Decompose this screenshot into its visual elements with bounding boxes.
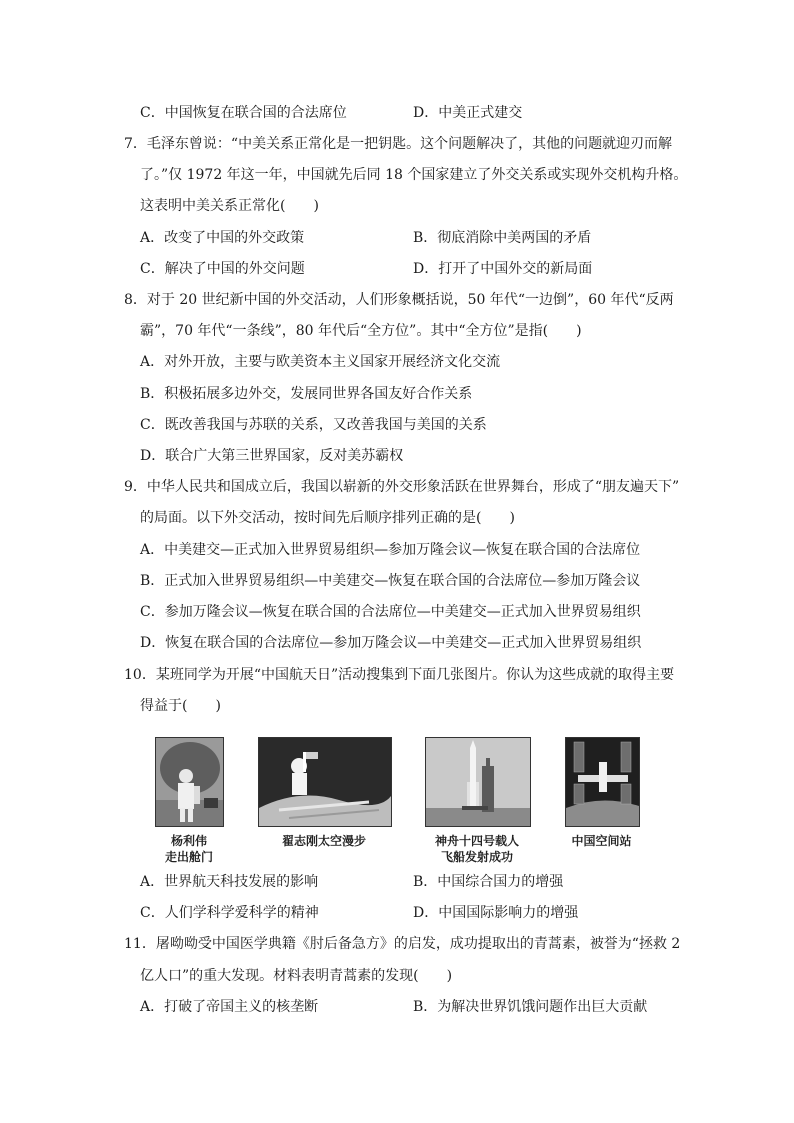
q9-stem-line2: 的局面。以下外交活动，按时间先后顺序排列正确的是( ) [140, 510, 515, 526]
q10-option-c: C．人们学科学爱科学的精神 [140, 905, 319, 921]
q7-option-c: C．解决了中国的外交问题 [140, 261, 305, 277]
photo-spacewalk [258, 737, 392, 827]
prev-option-c: C．中国恢复在联合国的合法席位 [140, 105, 347, 121]
caption-p1-line2: 走出舱门 [164, 850, 213, 864]
q11-stem-line1: 11．屠呦呦受中国医学典籍《肘后备急方》的启发，成功提取出的青蒿素，被誉为“拯救 2 [124, 936, 681, 952]
q8-option-d: D．联合广大第三世界国家，反对美苏霸权 [140, 448, 404, 464]
q9-option-d: D．恢复在联合国的合法席位—参加万隆会议—中美建交—正式加入世界贸易组织 [140, 635, 642, 651]
photo-rocket-launch [425, 737, 531, 827]
prev-option-d: D．中美正式建交 [413, 105, 523, 121]
q7-stem-line1: 7．毛泽东曾说：“中美关系正常化是一把钥匙。这个问题解决了，其他的问题就迎刃而解 [124, 136, 673, 152]
q7-stem-line3: 这表明中美关系正常化( ) [140, 198, 319, 214]
q9-option-c: C．参加万隆会议—恢复在联合国的合法席位—中美建交—正式加入世界贸易组织 [140, 604, 641, 620]
q8-option-a: A．对外开放，主要与欧美资本主义国家开展经济文化交流 [140, 354, 501, 370]
caption-p4: 中国空间站 [571, 834, 632, 848]
photo-astronaut-exit [155, 737, 224, 827]
caption-p3-line1: 神舟十四号载人 [434, 834, 519, 848]
q10-option-a: A．世界航天科技发展的影响 [140, 874, 319, 890]
q8-stem-line2: 霸”，70 年代“一条线”，80 年代后“全方位”。其中“全方位”是指( ) [140, 323, 582, 339]
q7-stem-line2: 了。”仅 1972 年这一年，中国就先后同 18 个国家建立了外交关系或实现外交机构升格。 [140, 167, 688, 183]
q9-stem-line1: 9．中华人民共和国成立后，我国以崭新的外交形象活跃在世界舞台，形成了“朋友遍天下” [124, 479, 680, 495]
caption-p2: 翟志刚太空漫步 [281, 834, 366, 848]
q11-option-b: B．为解决世界饥饿问题作出巨大贡献 [413, 999, 648, 1015]
q8-option-b: B．积极拓展多边外交，发展同世界各国友好合作关系 [140, 386, 473, 402]
q10-option-d: D．中国国际影响力的增强 [413, 905, 579, 921]
q8-stem-line1: 8．对于 20 世纪新中国的外交活动，人们形象概括说，50 年代“一边倒”，60 年代“反两 [124, 292, 674, 308]
photo-space-station [565, 737, 640, 827]
caption-p1-line1: 杨利伟 [170, 834, 207, 848]
q11-stem-line2: 亿人口”的重大发现。材料表明青蒿素的发现( ) [140, 968, 453, 984]
q10-stem-line1: 10．某班同学为开展“中国航天日”活动搜集到下面几张图片。你认为这些成就的取得主要 [124, 667, 675, 683]
caption-p3-line2: 飞船发射成功 [440, 850, 513, 864]
q9-option-b: B．正式加入世界贸易组织—中美建交—恢复在联合国的合法席位—参加万隆会议 [140, 573, 641, 589]
q9-option-a: A．中美建交—正式加入世界贸易组织—参加万隆会议—恢复在联合国的合法席位 [140, 542, 641, 558]
q7-option-a: A．改变了中国的外交政策 [140, 230, 305, 246]
q8-option-c: C．既改善我国与苏联的关系，又改善我国与美国的关系 [140, 417, 487, 433]
q10-option-b: B．中国综合国力的增强 [413, 874, 564, 890]
q7-option-b: B．彻底消除中美两国的矛盾 [413, 230, 592, 246]
q10-stem-line2: 得益于( ) [140, 698, 221, 714]
q11-option-a: A．打破了帝国主义的核垄断 [140, 999, 319, 1015]
q7-option-d: D．打开了中国外交的新局面 [413, 261, 593, 277]
